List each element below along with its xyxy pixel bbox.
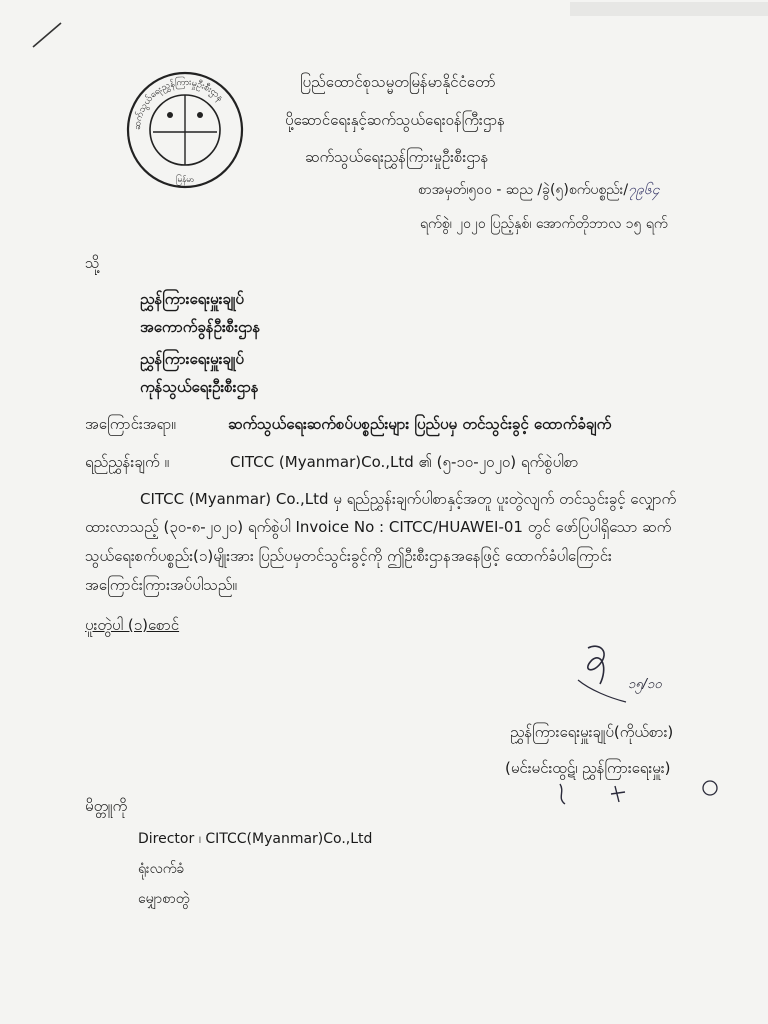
pen-stroke-mark [30, 20, 64, 50]
reference-label: ရည်ညွှန်းချက် ။ [85, 453, 169, 471]
handwritten-signature [570, 640, 680, 710]
recipient-2-department: ကုန်သွယ်ရေးဦးစီးဌာန [140, 378, 259, 396]
department-seal [120, 70, 250, 190]
recipient-2-title: ညွှန်ကြားရေးမှူးချုပ် [140, 350, 244, 368]
to-label: သို့ [85, 254, 100, 272]
body-line-3: သွယ်ရေးစက်ပစ္စည်း(၁)မျိုးအား ပြည်ပမှတင်သွင်းခွင့်ကို ဤဦးစီးဌာနအနေဖြင့် ထောက်ခံပါကြောင်း [85, 547, 612, 565]
header-line-2: ပို့ဆောင်ရေးနှင့်ဆက်သွယ်ရေးဝန်ကြီးဌာန [285, 111, 505, 129]
header-line-3: ဆက်သွယ်ရေးညွှန်ကြားမှုဦးစီးဌာန [305, 148, 489, 166]
copy-to-label: မိတ္တူကို [85, 797, 128, 815]
body-line-4: အကြောင်းကြားအပ်ပါသည်။ [85, 576, 237, 594]
signature-date: ၁၅/၁၀ [628, 677, 662, 692]
seal-bottom-text: မြန်မာ [176, 175, 194, 184]
seal-outer-text: ဆက်သွယ်ရေးညွှန်ကြားမှုဦးစီးဌာန [132, 77, 225, 131]
copy-recipient-2: ရုံးလက်ခံ [138, 861, 185, 877]
subject-label: အကြောင်းအရာ။ [85, 415, 176, 433]
header-line-1: ပြည်ထောင်စုသမ္မတမြန်မာနိုင်ငံတော် [300, 73, 496, 91]
signatory-title: ညွှန်ကြားရေးမှူးချုပ်(ကိုယ်စား) [510, 723, 674, 741]
reference-number: ၇၉၆၄ [628, 182, 660, 198]
subject-text: ဆက်သွယ်ရေးဆက်စပ်ပစ္စည်းများ ပြည်ပမှ တင်သွင်းခွင့် ထောက်ခံချက် [228, 415, 612, 433]
attachment-note: ပူးတွဲပါ (၁)စောင် [85, 616, 180, 634]
body-line-1: CITCC (Myanmar) Co.,Ltd မှ ရည်ညွှန်းချက်ပါစာနှင့်အတူ ပူးတွဲလျက် တင်သွင်းခွင့် လျှောက် [140, 490, 677, 508]
copy-recipient-3: မျှောစာတွဲ [138, 891, 190, 907]
reference-text: CITCC (Myanmar)Co.,Ltd ၏ (၅-၁၀-၂၀၂၀) ရက်စွဲပါစာ [230, 453, 579, 471]
svg-text:ဆက်သွယ်ရေးညွှန်ကြားမှုဦးစီးဌာန [133, 76, 225, 131]
body-line-2: ထားလာသည့် (၃၀-၈-၂၀၂၀) ရက်စွဲပါ Invoice No : CITCC/HUAWEI-01 တွင် ဖော်ပြပါရှိသော ဆက် [85, 518, 672, 536]
letter-date: ရက်စွဲ၊ ၂၀၂၀ ပြည့်နှစ်၊ အောက်တိုဘာလ ၁၅ ရက် [420, 216, 668, 232]
copy-recipient-1: Director ၊ CITCC(Myanmar)Co.,Ltd [138, 831, 373, 847]
scan-noise [560, 0, 768, 30]
handwritten-initials [555, 772, 725, 812]
reference-prefix: စာအမှတ်၊၅၀၀ - ဆည /ခွဲ(၅)စက်ပစ္စည်း/ [418, 182, 629, 198]
recipient-1-department: အကောက်ခွန်ဦးစီးဌာန [140, 318, 261, 336]
reference-number-line [418, 180, 660, 200]
recipient-1-title: ညွှန်ကြားရေးမှူးချုပ် [140, 290, 244, 308]
signatory-name: (မင်းမင်းထွဋ်၊ ညွှန်ကြားရေးမှူး) [505, 759, 671, 777]
